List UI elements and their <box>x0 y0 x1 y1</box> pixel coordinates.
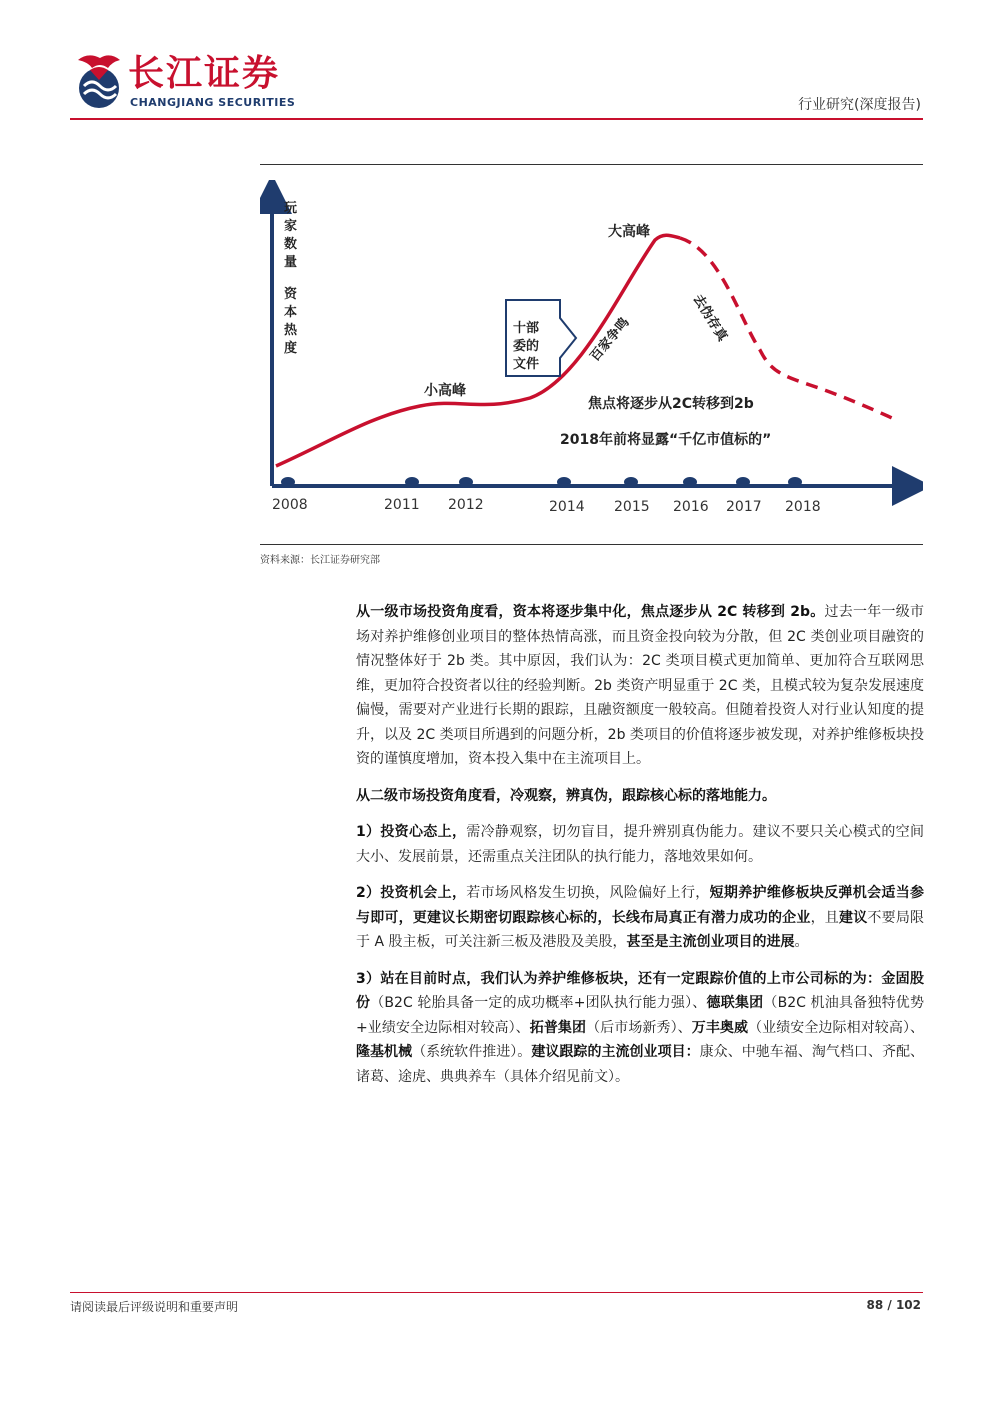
year-marker <box>405 477 419 487</box>
year-marker <box>557 477 571 487</box>
year-label: 2014 <box>549 499 585 515</box>
prediction-note: 2018年前将显露“千亿市值标的” <box>560 432 772 448</box>
header-divider <box>70 118 923 120</box>
y-axis-label-2-char: 本 <box>284 305 298 320</box>
report-category: 行业研究(深度报告) <box>798 97 921 113</box>
footer-divider <box>70 1292 923 1293</box>
contention-label: 百家争鸣 <box>587 315 633 365</box>
company-name: 拓普集团 <box>529 1019 587 1036</box>
brand-name-cn: 长江证券 <box>128 53 281 94</box>
year-label: 2017 <box>726 499 762 515</box>
paragraph-emphasis: 短期养护维修板块反弹机会适当参与即可，更建议长期密切跟踪核心标的，长线布局真正有潜力成功的企业 <box>356 885 925 926</box>
paragraph-text: （B2C 机油具备独特优势+业绩安全边际相对较高）、 <box>356 995 925 1036</box>
year-marker <box>788 477 802 487</box>
year-label: 2016 <box>673 499 709 515</box>
year-marker <box>459 477 473 487</box>
paragraph-text: （业绩安全边际相对较高）、 <box>748 1019 925 1036</box>
paragraph-primary-market <box>356 600 924 772</box>
paragraph-secondary-market <box>356 784 924 809</box>
paragraph-text: 康众、中驰车福、淘气档口、齐配、诸葛、途虎、典典养车（具体介绍见前文）。 <box>356 1044 925 1085</box>
paragraph-lead: 3）站在目前时点，我们认为养护维修板块，还有一定跟踪价值的上市公司标的为：金固股份 <box>356 970 924 1011</box>
policy-box-line-1: 十部 <box>513 321 540 336</box>
paragraph-emphasis: 建议跟踪的主流创业项目： <box>531 1044 700 1060</box>
y-axis-label-1-char: 数 <box>284 237 298 252</box>
year-marker <box>281 477 295 487</box>
year-label: 2008 <box>272 497 308 513</box>
focus-shift-note: 焦点将逐步从2C转移到2b <box>588 396 754 412</box>
paragraph-text: （B2C 轮胎具备一定的成功概率+团队执行能力强）、 <box>370 995 707 1011</box>
shakeout-label: 去伪存真 <box>689 292 730 345</box>
year-labels <box>272 497 821 515</box>
paragraph-text: 。 <box>794 934 809 950</box>
y-axis-label-1-char: 玩 <box>284 201 298 216</box>
paragraph-text: 不要局限于 A 股主板，可关注新三板及港股及美股， <box>356 909 925 950</box>
paragraph-point-3 <box>356 967 924 1090</box>
paragraph-text: 若市场风格发生切换，风险偏好上行， <box>466 885 710 901</box>
company-name: 万丰奥威 <box>691 1019 749 1036</box>
paragraph-lead: 从一级市场投资角度看，资本将逐步集中化，焦点逐步从 2C 转移到 2b。 <box>356 604 825 620</box>
paragraph-point-2 <box>356 881 924 955</box>
year-marker <box>736 477 750 487</box>
paragraph-text: 过去一年一级市场对养护维修创业项目的整体热情高涨，而且资金投向较为分散，但 2C 类创业项目融资的情况整体好于 2b 类。其中原因，我们认为：2C 类项目模式更加简单、更加符合互联网思维，更加符合投资者以往的经验判断。2b 类资产明显重于 2C 类，且模式较为复杂发展速度偏慢，需要对产业进行长期的跟踪，且融资额度一般较高。但随着投资人对行业认知度的提升，以及 2C 类项目所遇到的问题分析，2b 类项目的价值将逐步被发现，对养护维修板块投资的谨慎度增加，资本投入集中在主流项目上。 <box>356 604 925 767</box>
y-axis-label-1-char: 家 <box>284 219 298 234</box>
paragraph-point-1 <box>356 820 924 869</box>
paragraph-text: （系统软件推进）。 <box>412 1044 532 1060</box>
y-axis-label-1-char: 量 <box>284 255 298 270</box>
policy-box-line-2: 委的 <box>513 339 540 354</box>
paragraph-lead: 1）投资心态上， <box>356 824 467 840</box>
y-axis-label-2-char: 热 <box>284 323 298 338</box>
company-name: 隆基机械 <box>356 1044 413 1060</box>
y-axis-label-2-char: 资 <box>284 287 298 302</box>
year-label: 2015 <box>614 499 650 515</box>
small-peak-label: 小高峰 <box>424 383 466 399</box>
y-axis-label-2-char: 度 <box>284 341 298 356</box>
year-label: 2011 <box>384 497 420 513</box>
figure-top-divider <box>260 164 923 165</box>
year-marker <box>683 477 697 487</box>
paragraph-lead: 从二级市场投资角度看，冷观察，辨真伪，跟踪核心标的落地能力。 <box>356 787 776 804</box>
paragraph-lead: 2）投资机会上， <box>356 885 467 901</box>
paragraph-emphasis: 甚至是主流创业项目的进展 <box>626 934 795 950</box>
brand-name-en: CHANGJIANG SECURITIES <box>130 96 296 109</box>
footer-disclaimer: 请阅读最后评级说明和重要声明 <box>70 1300 239 1314</box>
paragraph-text: （后市场新秀）、 <box>586 1019 692 1036</box>
paragraph-text: ，且 <box>810 909 839 926</box>
page-number: 88 / 102 <box>866 1298 921 1312</box>
figure-bottom-divider <box>260 544 923 545</box>
policy-box-line-3: 文件 <box>513 357 540 372</box>
figure-source: 资料来源：长江证券研究部 <box>260 555 380 566</box>
company-name: 德联集团 <box>706 995 764 1011</box>
paragraph-emphasis: 建议 <box>838 909 868 926</box>
year-marker <box>624 477 638 487</box>
year-label: 2018 <box>785 499 821 515</box>
y-axis-label-group <box>284 201 298 356</box>
year-label: 2012 <box>448 497 484 513</box>
body-text <box>356 600 924 1101</box>
paragraph-text: 需冷静观察，切勿盲目，提升辨别真伪能力。建议不要只关心模式的空间大小、发展前景，还需重点关注团队的执行能力，落地效果如何。 <box>356 824 925 865</box>
big-peak-label: 大高峰 <box>608 224 650 240</box>
industry-cycle-diagram <box>260 180 923 540</box>
